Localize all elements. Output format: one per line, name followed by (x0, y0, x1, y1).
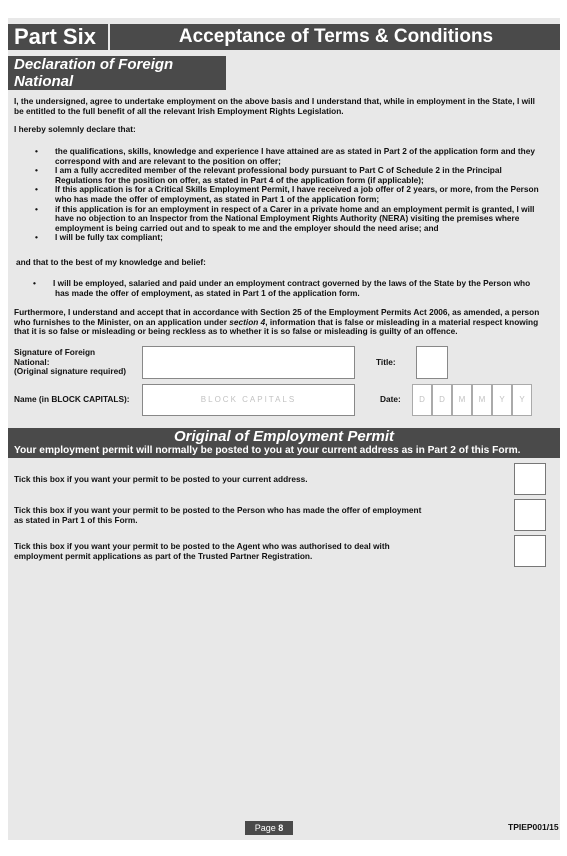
name-label: Name (in BLOCK CAPITALS): (14, 394, 130, 404)
date-year-2-field[interactable]: Y (512, 384, 532, 416)
list-item: • I will be employed, salaried and paid under an employment contract governed by the laws of the State by the Person who has made the offer of employment, as stated in Part 1 of the application form. (53, 279, 530, 298)
declaration-heading (8, 56, 226, 90)
signature-field[interactable] (142, 346, 355, 379)
header-divider (108, 24, 110, 50)
date-year-1-field[interactable]: Y (492, 384, 512, 416)
list-item: • if this application is for an employment in respect of a Carer in a private home and an employment permit is granted, I will have no objection to an Inspector from the National Employment Rights Authority (NERA) visiting the premises where employment is being carried out and to speak to me and the employer should the need arise; and (55, 205, 539, 234)
option-employer-label: Tick this box if you want your permit to be posted to the Person who has made the offer of employment as stated in Part 1 of this Form. (14, 505, 422, 525)
agent-address-checkbox[interactable] (514, 535, 546, 567)
part-header (8, 24, 560, 50)
declaration-heading-line1: Declaration of Foreign (14, 56, 174, 73)
form-code: TPIEP001/15 (508, 822, 559, 832)
employment-bullet-list (53, 279, 530, 298)
date-month-1-field[interactable]: M (452, 384, 472, 416)
page-number-badge: Page 8 (245, 821, 293, 835)
name-placeholder: BLOCK CAPITALS (200, 395, 297, 404)
list-item: • I will be fully tax compliant; (55, 233, 539, 243)
part-title: Acceptance of Terms & Conditions (178, 26, 494, 47)
declaration-intro: I, the undersigned, agree to undertake employment on the above basis and I understand that, while in employment in the State, I will be entitled to the full benefit of all the relevant Irish Employment Rights Legislation. (14, 96, 535, 116)
offence-notice: Furthermore, I understand and accept that in accordance with Section 25 of the Employment Permits Act 2006, as amended, a person who furnishes to the Minister, on an application under section 4, information that is false or misleading in a material respect knowing that it is so false or misleading or being reckless as to whether it is so false or misleading is guilty of an offence. (14, 307, 540, 337)
part-number: Part Six (14, 24, 96, 49)
declaration-bullet-list (55, 147, 539, 243)
declaration-heading-line2: National (14, 73, 74, 90)
title-field[interactable] (416, 346, 448, 379)
list-item: • I am a fully accredited member of the relevant professional body pursuant to Part C of Schedule 2 in the Principal Regulations for the position on offer, as stated in Part 4 of the application form (if applicable); (55, 166, 539, 185)
signature-label: Signature of Foreign National: (Original signature required) (14, 347, 127, 377)
original-permit-heading (8, 428, 560, 458)
original-permit-subtitle: Your employment permit will normally be posted to you at your current address as in Part 2 of this Form. (14, 445, 521, 456)
title-label: Title: (376, 357, 396, 367)
current-address-checkbox[interactable] (514, 463, 546, 495)
date-label: Date: (380, 394, 401, 404)
knowledge-lead: and that to the best of my knowledge and belief: (16, 257, 206, 267)
date-day-2-field[interactable]: D (432, 384, 452, 416)
list-item: • the qualifications, skills, knowledge and experience I have attained are as stated in Part 2 of the application form and they correspond with and are relevant to the position on offer; (55, 147, 539, 166)
solemn-declaration-lead: I hereby solemnly declare that: (14, 124, 136, 134)
name-field[interactable] (142, 384, 355, 416)
list-item: • If this application is for a Critical Skills Employment Permit, I have received a job offer of 2 years, or more, from the Person who has made the offer of employment, as stated in Part 1 of the application form; (55, 185, 539, 204)
date-day-1-field[interactable]: D (412, 384, 432, 416)
original-permit-title: Original of Employment Permit (173, 428, 395, 445)
employer-address-checkbox[interactable] (514, 499, 546, 531)
option-current-address-label: Tick this box if you want your permit to be posted to your current address. (14, 474, 308, 484)
date-month-2-field[interactable]: M (472, 384, 492, 416)
option-agent-label: Tick this box if you want your permit to be posted to the Agent who was authorised to deal with employment permit applications as part of the Trusted Partner Registration. (14, 541, 390, 561)
